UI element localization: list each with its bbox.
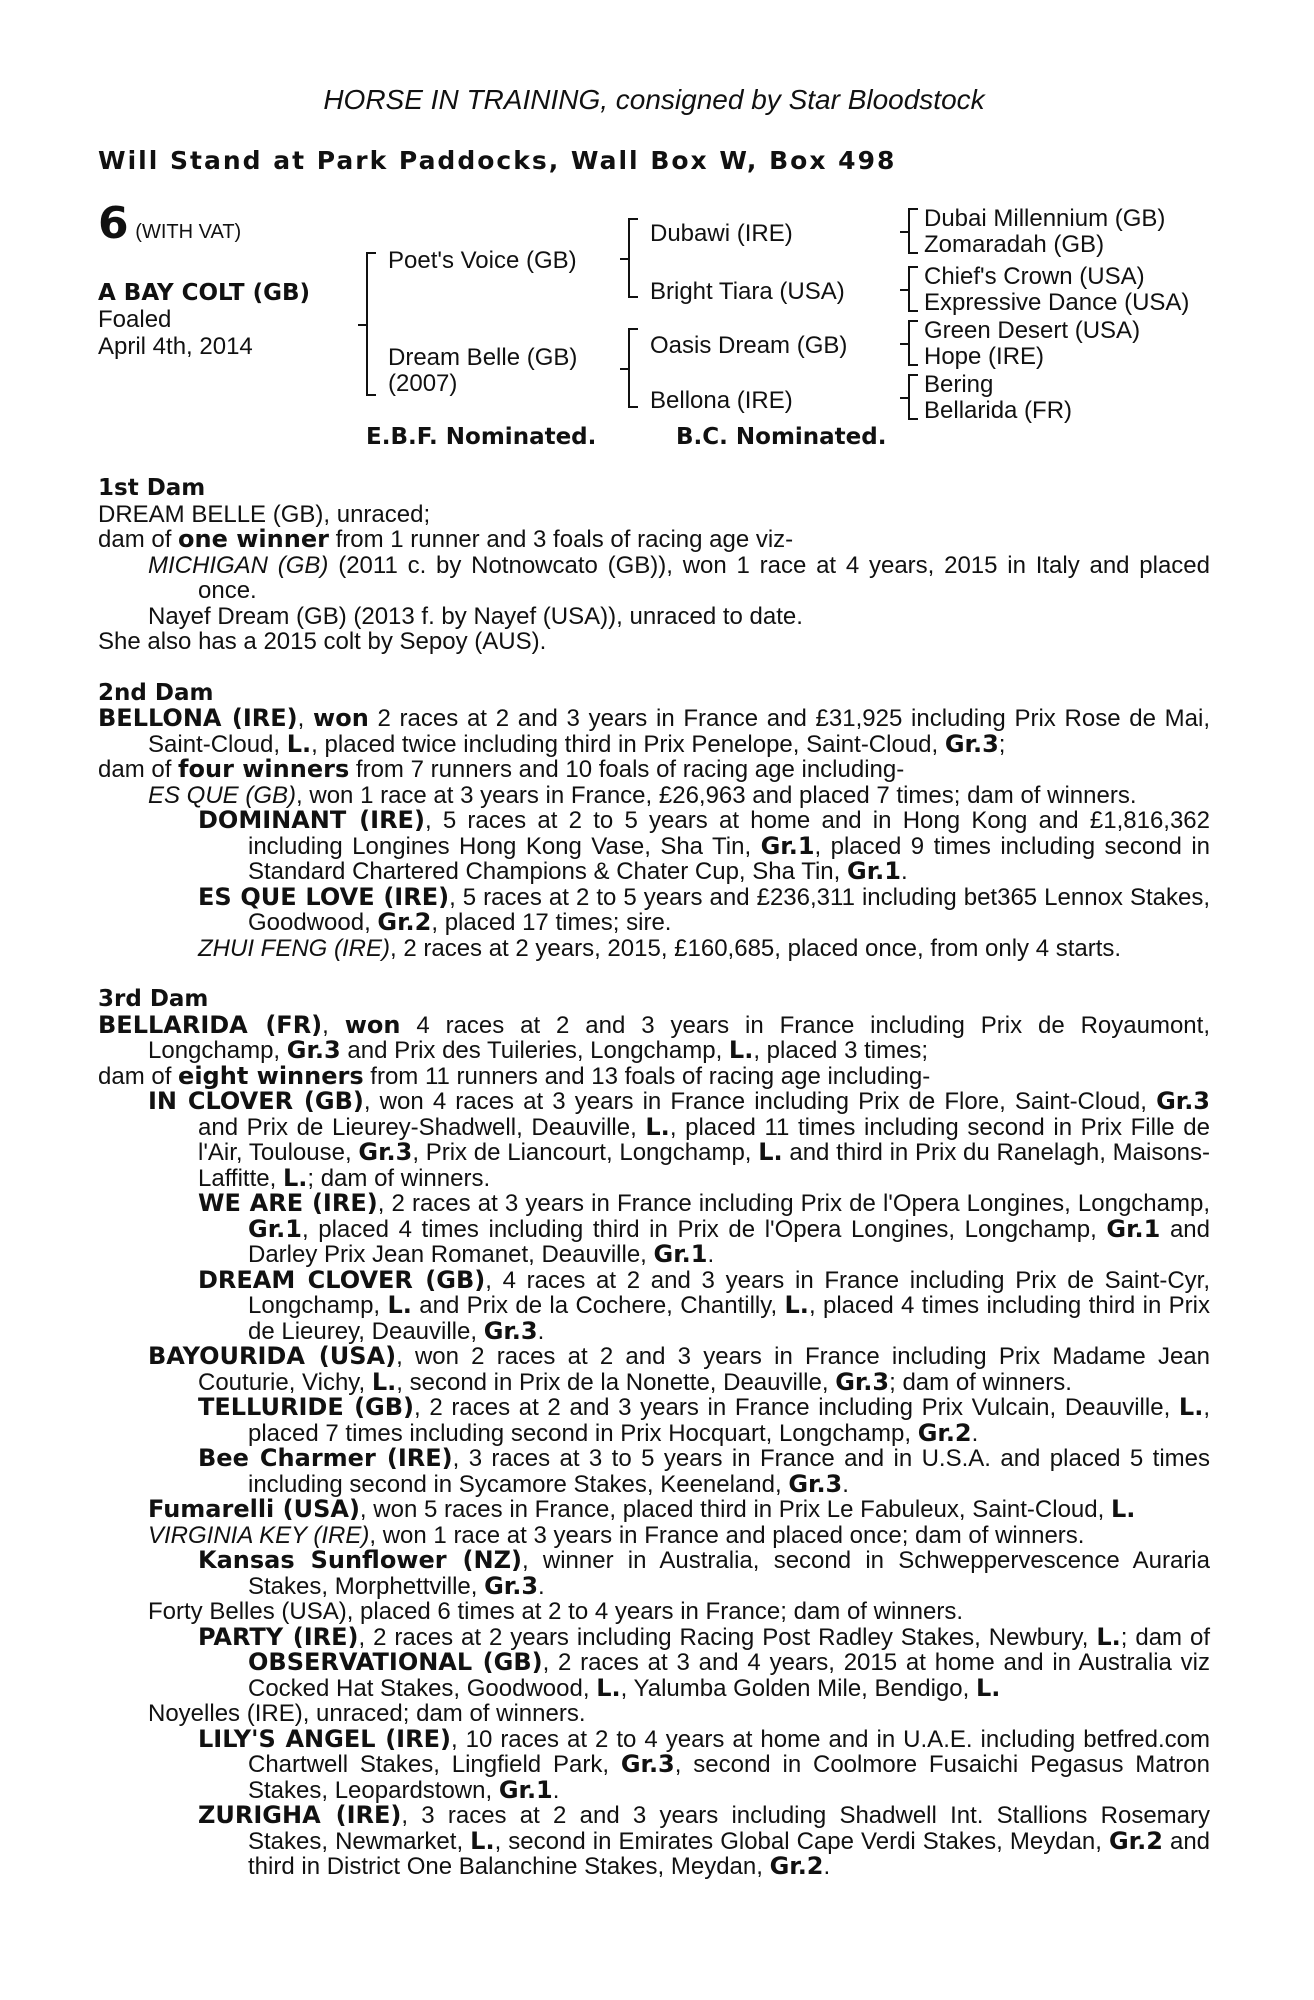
pedigree-g4-5: Green Desert (USA) [924,317,1141,344]
second-dam-heading: 2nd Dam [98,679,214,706]
pedigree-g4-6: Hope (IRE) [924,343,1045,370]
second-dam-line: BELLONA (IRE), won 2 races at 2 and 3 years in France and £31,925 including Prix Rose de Mai, Saint-Cloud, L., placed twice including third in Prix Penelope, Saint-Cloud, Gr.3; [98,704,1211,758]
pedigree-g4-2: Zomaradah (GB) [924,231,1105,258]
lot-number-line [98,198,242,249]
foaled-date: April 4th, 2014 [98,333,253,360]
pedigree-dam-dam: Bellona (IRE) [650,387,793,414]
pedigree-g4-1: Dubai Millennium (GB) [924,205,1166,232]
pedigree-brace-4 [908,208,918,254]
lot-number: 6 [98,198,129,249]
produce-dream-clover: DREAM CLOVER (GB), 4 races at 2 and 3 years in France including Prix de Saint-Cyr, Longchamp, L. and Prix de la Cochere, Chantilly, L., placed 4 times including third in Prix de Lieurey, Deauville, Gr.3. [198,1265,1211,1345]
produce-lilys-angel: LILY'S ANGEL (IRE), 10 races at 2 to 4 years at home and in U.A.E. including betfred.com Chartwell Stakes, Lingfield Park, Gr.3, second in Coolmore Fusaichi Pegasus Matron Stakes, Leopardstown, Gr.1. [198,1724,1210,1804]
third-dam-produce: dam of eight winners from 11 runners and 13 foals of racing age including- [98,1061,931,1090]
produce-kansas-sunflower: Kansas Sunflower (NZ), winner in Australia, second in Schweppervescence Auraria Stakes, Morphettville, Gr.3. [198,1546,1210,1600]
produce-we-are: WE ARE (IRE), 2 races at 3 years in France including Prix de l'Opera Longines, Longchamp, Gr.1, placed 4 times including third in Prix de l'Opera Longines, Longchamp, Gr.1 and Darley Prix Jean Romanet, Deauville, Gr.1. [198,1189,1210,1268]
produce-zurigha: ZURIGHA (IRE), 3 races at 2 and 3 years including Shadwell Int. Stallions Rosemary Stakes, Newmarket, L., second in Emirates Global Cape Verdi Stakes, Meydan, Gr.2 and third in District One Balanchine Stakes, Meydan, Gr.2. [198,1801,1211,1880]
produce-forty-belles: Forty Belles (USA), placed 6 times at 2 to 4 years in France; dam of winners. [148,1598,963,1625]
produce-es-que: ES QUE (GB), won 1 race at 3 years in France, £26,963 and placed 7 times; dam of winners. [148,781,1137,809]
catalogue-body [98,476,1210,1880]
first-dam-line: DREAM BELLE (GB), unraced; [98,500,431,528]
foaled-label: Foaled [98,306,172,333]
third-dam-line: BELLARIDA (FR), won 4 races at 2 and 3 years in France including Prix de Royaumont, Longchamp, Gr.3 and Prix des Tuileries, Longchamp, L., placed 3 times; [98,1010,1210,1064]
pedigree-dam: Dream Belle (GB) [388,344,578,371]
horse-name: A BAY COLT (GB) [98,280,311,306]
page-title: HORSE IN TRAINING, consigned by Star Bloodstock [323,84,985,115]
produce-zhui-feng: ZHUI FENG (IRE), 2 races at 2 years, 2015, £160,685, placed once, from only 4 starts. [198,934,1122,962]
first-dam-heading: 1st Dam [98,475,206,501]
pedigree-sire-sire: Dubawi (IRE) [650,220,793,247]
first-dam-produce: dam of one winner from 1 runner and 3 foals of racing age viz- [98,525,794,553]
produce-telluride: TELLURIDE (GB), 2 races at 2 and 3 years in France including Prix Vulcain, Deauville, L., placed 7 times including second in Prix Hocquart, Longchamp, Gr.2. [198,1393,1210,1447]
pedigree-brace-7 [908,374,918,420]
vat-label: (WITH VAT) [135,221,242,243]
second-dam-produce: dam of four winners from 7 runners and 10 foals of racing age including- [98,755,905,783]
produce-nayef-dream: Nayef Dream (GB) (2013 f. by Nayef (USA)), unraced to date. [148,602,803,630]
produce-virginia-key: VIRGINIA KEY (IRE), won 1 race at 3 years in France and placed once; dam of winners. [148,1521,1085,1549]
bc-nominated: B.C. Nominated. [676,424,887,450]
produce-michigan: MICHIGAN (GB) (2011 c. by Notnowcato (GB)), won 1 race at 4 years, 2015 in Italy and placed once. [148,551,1211,604]
produce-dominant: DOMINANT (IRE), 5 races at 2 to 5 years at home and in Hong Kong and £1,816,362 including Longines Hong Kong Vase, Sha Tin, Gr.1, placed 9 times including second in Standard Chartered Champions & Chater Cup, Sha Tin, Gr.1. [198,806,1211,885]
pedigree-g4-8: Bellarida (FR) [924,397,1073,424]
pedigree-brace-1 [366,252,376,396]
produce-party: PARTY (IRE), 2 races at 2 years including Racing Post Radley Stakes, Newbury, L.; dam of OBSERVATIONAL (GB), 2 races at 3 and 4 years, 2015 at home and in Australia viz Cocked Hat Stakes, Goodwood, L., Yalumba Golden Mile, Bendigo, L. [198,1622,1210,1702]
produce-noyelles: Noyelles (IRE), unraced; dam of winners. [148,1700,586,1727]
pedigree-brace-3 [628,328,638,408]
ebf-nominated: E.B.F. Nominated. [366,424,597,450]
stand-location: Will Stand at Park Paddocks, Wall Box W, Box 498 [98,146,897,175]
produce-es-que-love: ES QUE LOVE (IRE), 5 races at 2 to 5 years and £236,311 including bet365 Lennox Stakes, Goodwood, Gr.2, placed 17 times; sire. [198,882,1210,936]
first-dam-note: She also has a 2015 colt by Sepoy (AUS). [98,628,547,655]
produce-bayourida: BAYOURIDA (USA), won 2 races at 2 and 3 years in France including Prix Madame Jean Couturie, Vichy, L., second in Prix de la Nonette, Deauville, Gr.3; dam of winners. [148,1342,1211,1396]
pedigree-sire: Poet's Voice (GB) [388,247,577,274]
produce-fumarelli: Fumarelli (USA), won 5 races in France, placed third in Prix Le Fabuleux, Saint-Cloud, L. [148,1495,1136,1523]
pedigree-brace-5 [908,266,918,312]
produce-bee-charmer: Bee Charmer (IRE), 3 races at 3 to 5 years in France and in U.S.A. and placed 5 times including second in Sycamore Stakes, Keeneland, Gr.3. [198,1444,1210,1498]
pedigree-brace-2 [628,218,638,298]
pedigree-brace-6 [908,320,918,366]
pedigree-dam-year: (2007) [388,370,458,397]
pedigree-dam-sire: Oasis Dream (GB) [650,332,848,359]
pedigree-g4-7: Bering [924,371,994,398]
pedigree-sire-dam: Bright Tiara (USA) [650,278,845,305]
third-dam-heading: 3rd Dam [98,986,209,1012]
produce-in-clover: IN CLOVER (GB), won 4 races at 3 years in France including Prix de Flore, Saint-Cloud, Gr.3 and Prix de Lieurey-Shadwell, Deauville, L., placed 11 times including second in Prix Fille de l'Air, Toulouse, Gr.3, Prix de Liancourt, Longchamp, L. and third in Prix du Ranelagh, Maisons-Laffitte, L.; dam of winners. [148,1087,1211,1192]
pedigree-g4-3: Chief's Crown (USA) [924,263,1145,290]
pedigree-g4-4: Expressive Dance (USA) [924,289,1190,316]
